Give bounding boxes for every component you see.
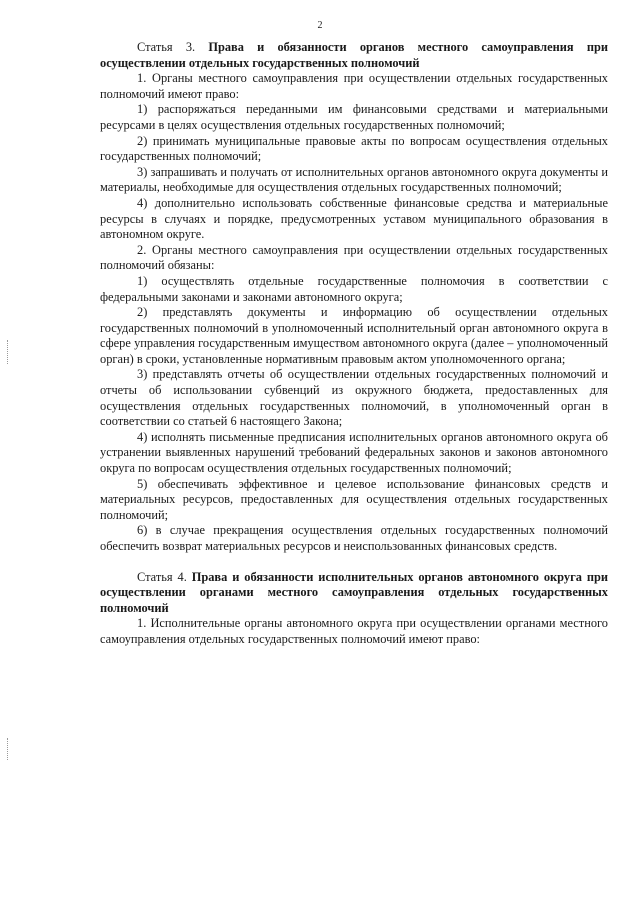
article-3-part-2: 2. Органы местного самоуправления при осуществлении отдельных государственных полномочий обязаны: bbox=[100, 242, 608, 273]
article-3-part-2-item: 4) исполнять письменные предписания исполнительных органов автономного округа об устранении выявленных нарушений требований федеральных законов и законов автономного округа по вопросам осуществления отдельных государственных полномочий; bbox=[100, 429, 608, 476]
scan-edge-mark bbox=[7, 738, 10, 760]
article-3-part-1-item: 4) дополнительно использовать собственные финансовые средства и материальные ресурсы в случаях и порядке, предусмотренных уставом муниципального образования в автономном округе. bbox=[100, 195, 608, 242]
article-3-part-1-item: 1) распоряжаться переданными им финансовыми средствами и материальными ресурсами в целях осуществления отдельных государственных полномочий; bbox=[100, 102, 608, 132]
document-body bbox=[100, 40, 608, 648]
section-gap bbox=[100, 555, 608, 570]
scan-edge-mark bbox=[7, 340, 10, 364]
article-3-prefix: Статья 3. bbox=[137, 40, 209, 54]
article-3-part-2-item: 3) представлять отчеты об осуществлении отдельных государственных полномочий и отчеты об использовании субвенций из окружного бюджета, предоставленных для осуществления отдельных государственных полномочий, в уполномоченный орган в соответствии со статьей 6 настоящего Закона; bbox=[100, 367, 608, 429]
page-number: 2 bbox=[317, 20, 323, 31]
article-3-part-2-item: 6) в случае прекращения осуществления отдельных государственных полномочий обеспечить возврат материальных ресурсов и неиспользованных финансовых средств. bbox=[100, 523, 608, 553]
article-4-prefix: Статья 4. bbox=[137, 569, 192, 584]
article-4-title: Права и обязанности исполнительных органов автономного округа при осуществлении органами местного самоуправления отдельных государственных полномочий bbox=[100, 569, 608, 615]
article-3-title: Права и обязанности органов местного самоуправления при осуществлении отдельных государственных полномочий bbox=[100, 40, 608, 70]
article-3-heading bbox=[100, 40, 608, 71]
article-4-heading bbox=[100, 570, 608, 617]
article-3-part-2-item: 5) обеспечивать эффективное и целевое использование финансовых средств и материальных ресурсов, предоставленных для осуществления отдельных государственных полномочий; bbox=[100, 476, 608, 522]
article-3-part-1: 1. Органы местного самоуправления при осуществлении отдельных государственных полномочий имеют право: bbox=[100, 71, 608, 101]
article-3-part-1-item: 2) принимать муниципальные правовые акты по вопросам осуществления отдельных государственных полномочий; bbox=[100, 133, 608, 164]
article-4-part-1: 1. Исполнительные органы автономного округа при осуществлении органами местного самоуправления отдельных государственных полномочий имеют право: bbox=[100, 616, 608, 646]
article-3-part-1-item: 3) запрашивать и получать от исполнительных органов автономного округа документы и материалы, необходимые для осуществления отдельных государственных полномочий; bbox=[100, 164, 608, 195]
article-3-part-2-item: 2) представлять документы и информацию об осуществлении отдельных государственных полномочий в уполномоченный исполнительный орган автономного округа в сфере управления государственным имуществом автономного округа (далее – уполномоченный орган) в сроки, установленные нормативным правовым актом уполномоченного органа; bbox=[100, 305, 608, 366]
article-3-part-2-item: 1) осуществлять отдельные государственные полномочия в соответствии с федеральными законами и законами автономного округа; bbox=[100, 273, 608, 304]
